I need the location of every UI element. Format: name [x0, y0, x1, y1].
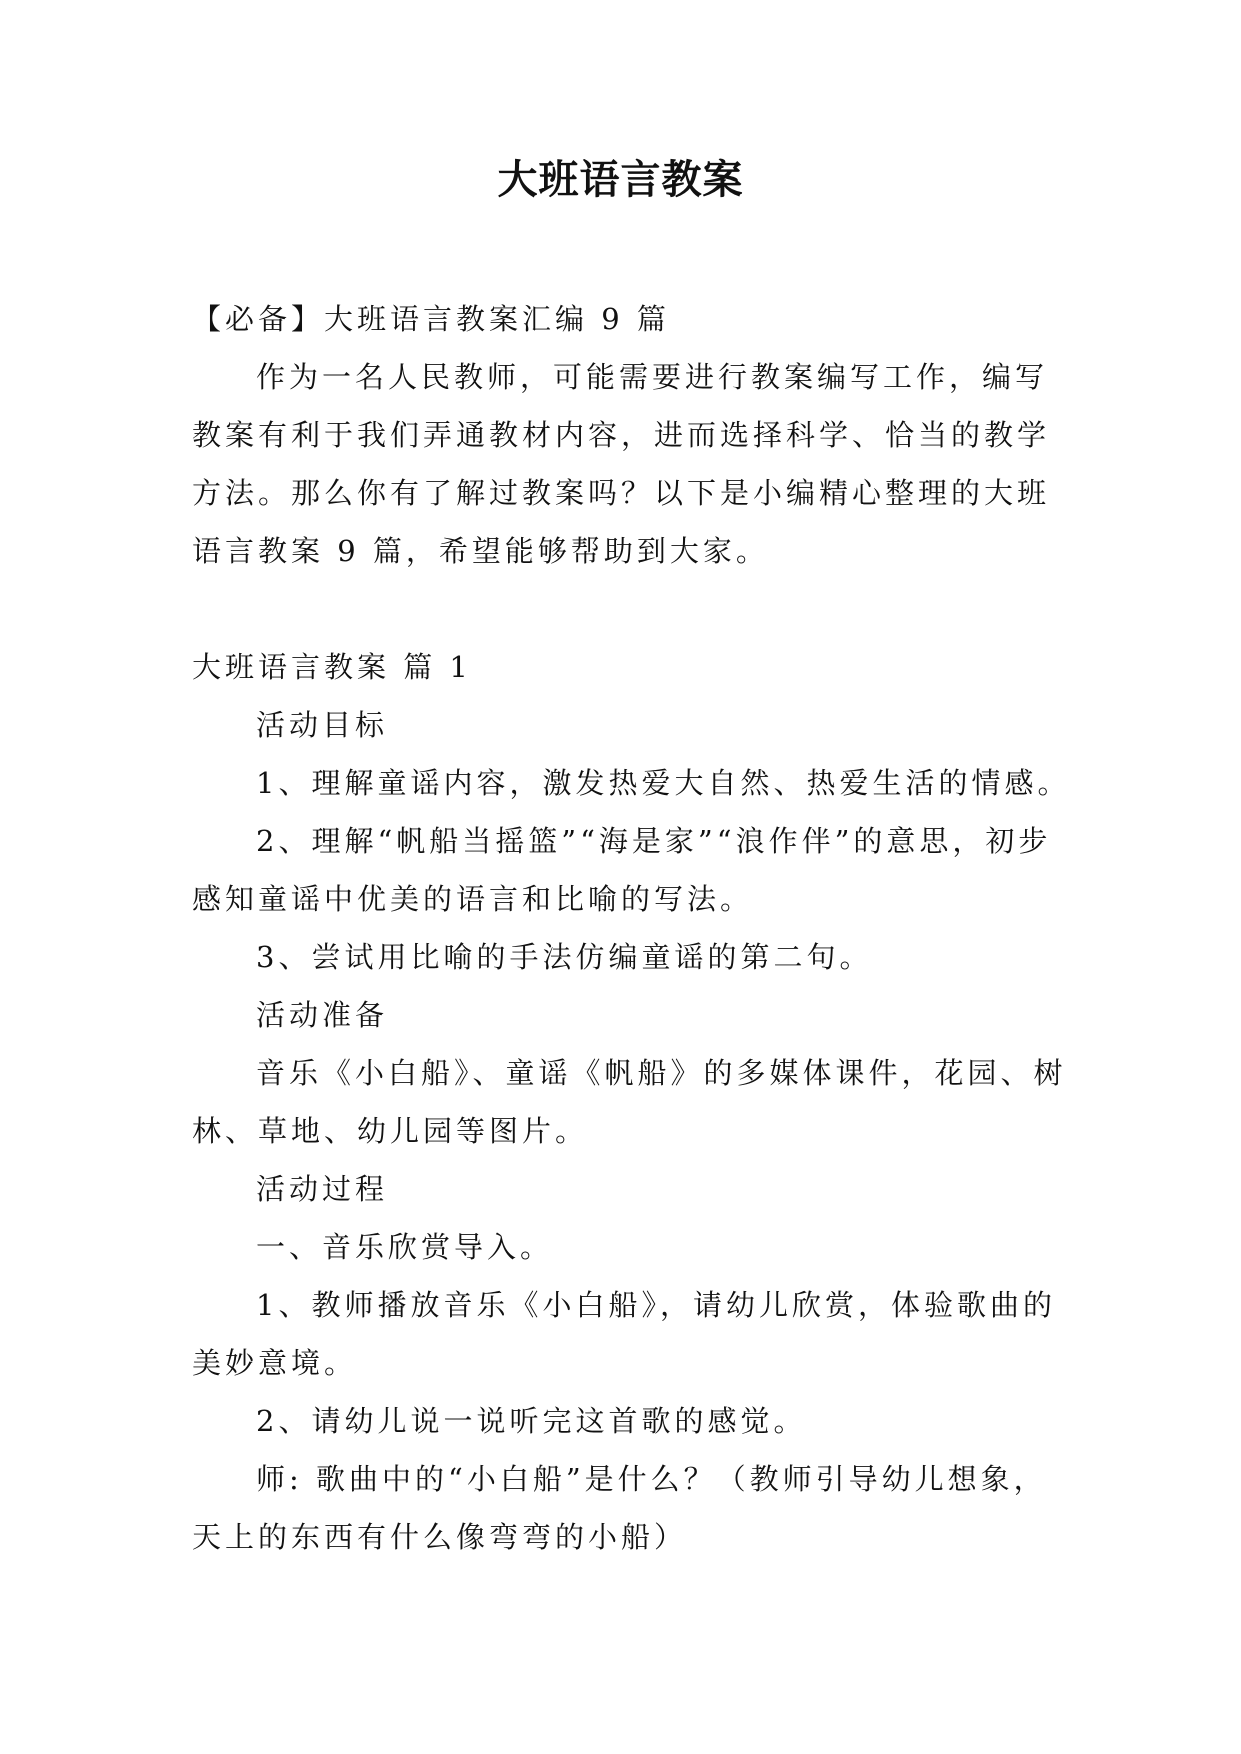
paragraph-goal-1: 1、理解童谣内容，激发热爱大自然、热爱生活的情感。 [256, 766, 1071, 800]
paragraph-step-1-2: 2、请幼儿说一说听完这首歌的感觉。 [256, 1404, 807, 1438]
section-heading: 大班语言教案 篇 1 [192, 650, 472, 684]
intro-paragraph: 作为一名人民教师，可能需要进行教案编写工作，编写教案有利于我们弄通教材内容，进而选择科学、恰当的教学方法。那么你有了解过教案吗？以下是小编精心整理的大班语言教案 9 篇，希望能够帮助到大家。 [192, 360, 1051, 568]
document-body [192, 290, 1072, 1566]
paragraph-process-heading: 活动过程 [256, 1172, 389, 1206]
paragraph-goal-2: 2、理解“帆船当摇篮”“海是家”“浪作伴”的意思，初步感知童谣中优美的语言和比喻的写法。 [192, 824, 1052, 916]
paragraph-gap [192, 580, 1072, 638]
paragraph-goal-3: 3、尝试用比喻的手法仿编童谣的第二句。 [256, 940, 873, 974]
paragraph-preparation: 音乐《小白船》、童谣《帆船》的多媒体课件，花园、树林、草地、幼儿园等图片。 [192, 1056, 1067, 1148]
paragraph-activity-goals-heading: 活动目标 [256, 708, 389, 742]
paragraph-teacher-question: 师: 歌曲中的“小白船”是什么？（教师引导幼儿想象，天上的东西有什么像弯弯的小船） [192, 1462, 1047, 1554]
paragraph-preparation-heading: 活动准备 [256, 998, 389, 1032]
document-title: 大班语言教案 [497, 156, 744, 203]
paragraph-step-1-heading: 一、音乐欣赏导入。 [256, 1230, 554, 1264]
document-subtitle: 【必备】大班语言教案汇编 9 篇 [192, 302, 670, 336]
paragraph-step-1-1: 1、教师播放音乐《小白船》，请幼儿欣赏，体验歌曲的美妙意境。 [192, 1288, 1056, 1380]
